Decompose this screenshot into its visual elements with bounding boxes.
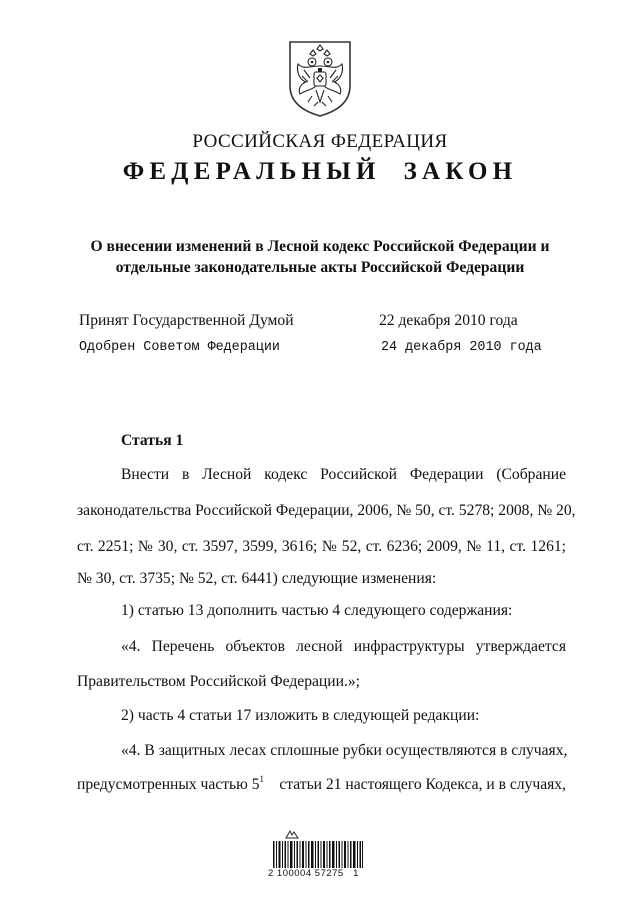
law-title-line-1: О внесении изменений в Лесной кодекс Российской Федерации и	[90, 238, 550, 255]
article-line-10-start: предусмотренных частью $5^1$	[77, 774, 265, 793]
barcode-number: 2 100004 57275 1	[268, 868, 359, 879]
barcode-icon	[273, 841, 363, 868]
stamp-mark-icon	[285, 829, 299, 839]
article-line-1: Внести в Лесной кодекс Российской Федерации (Собрание	[121, 466, 566, 483]
article-line-2: законодательства Российской Федерации, 2006, № 50, ст. 5278; 2008, № 20,	[77, 502, 576, 519]
approval-date: 24 декабря 2010 года	[381, 340, 542, 355]
article-line-8: 2) часть 4 статьи 17 изложить в следующей редакции:	[121, 707, 480, 724]
article-line-3: ст. 2251; № 30, ст. 3597, 3599, 3616; № 52, ст. 6236; 2009, № 11, ст. 1261;	[77, 538, 566, 555]
superscript-index: 1	[259, 774, 265, 784]
article-line-7: Правительством Российской Федерации.»;	[77, 673, 360, 690]
law-title-line-2: отдельные законодательные акты Российской Федерации	[115, 259, 525, 276]
article-line-9: «4. В защитных лесах сплошные рубки осуществляются в случаях,	[121, 742, 568, 759]
approval-body: Принят Государственной Думой	[79, 312, 294, 329]
law-title	[0, 236, 640, 278]
country-heading: РОССИЙСКАЯ ФЕДЕРАЦИЯ	[192, 131, 448, 152]
article-line-5: 1) статью 13 дополнить частью 4 следующего содержания:	[121, 602, 513, 619]
article-line-4: № 30, ст. 3735; № 52, ст. 6441) следующие изменения:	[77, 570, 437, 587]
approval-date: 22 декабря 2010 года	[379, 312, 518, 329]
article-line-10	[77, 776, 566, 794]
coat-of-arms-emblem	[288, 40, 352, 118]
article-line-10-end: статьи 21 настоящего Кодекса, и в случаях,	[279, 776, 566, 793]
article-heading: Статья 1	[121, 432, 184, 449]
article-line-6: «4. Перечень объектов лесной инфраструктуры утверждается	[121, 638, 566, 655]
document-type-heading: ФЕДЕРАЛЬНЫЙ ЗАКОН	[122, 158, 518, 185]
approval-body: Одобрен Советом Федерации	[79, 340, 280, 355]
